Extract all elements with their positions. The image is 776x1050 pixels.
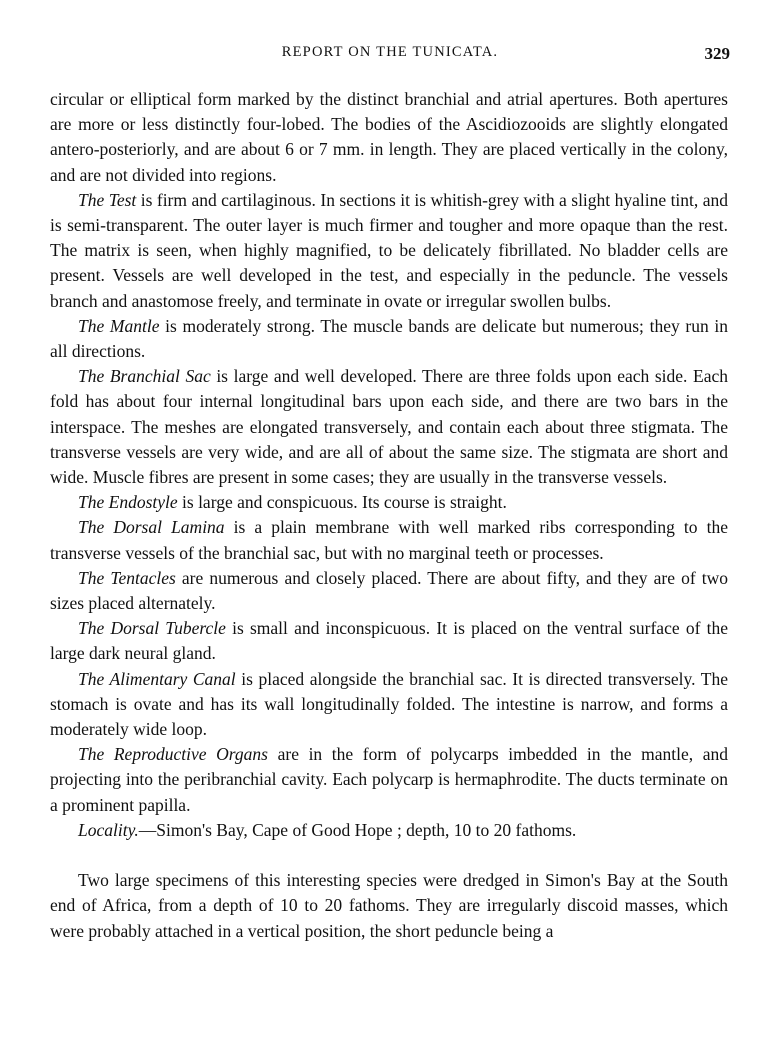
paragraph-text: are in the form of polycarps imbedded in the mantle, and projecting into the peribranchial cavity. Each polycarp is hermaphrodite. The ducts terminate on a prominent papilla.: [50, 744, 728, 815]
paragraph-text: is small and inconspicuous. It is placed on the ventral surface of the large dark neural gland.: [50, 618, 728, 664]
paragraph-lead: The Dorsal Lamina: [78, 517, 225, 538]
body-text: [50, 87, 728, 944]
paragraph-text: Two large specimens of this interesting species were dredged in Simon's Bay at the South end of Africa, from a depth of 10 to 20 fathoms. They are irregularly discoid masses, which were probably attached in a vertical position, the short peduncle being a: [50, 870, 728, 941]
paragraph-branchial-sac: [50, 364, 728, 490]
paragraph-lead: The Endostyle: [78, 492, 178, 513]
paragraph-locality: [50, 818, 728, 843]
running-title: REPORT ON THE TUNICATA.: [281, 44, 499, 60]
page-number: 329: [704, 44, 730, 63]
page-header: [50, 44, 730, 68]
paragraph-text: is firm and cartilaginous. In sections it is whitish-grey with a slight hyaline tint, and is semi-transparent. The outer layer is much firmer and tougher and more opaque than the rest. The matrix is seen, when highly magnified, to be delicately fibrillated. No bladder cells are present. Vessels are well developed in the test, and especially in the peduncle. The vessels branch and anastomose freely, and terminate in ovate or irregular swollen bulbs.: [50, 189, 728, 311]
paragraph-lead: Locality.: [78, 819, 139, 840]
paragraph-lead: The Tentacles: [78, 567, 176, 588]
paragraph-text: is placed alongside the branchial sac. It is directed transversely. The stomach is ovate and has its wall longitudinally folded. The intestine is narrow, and forms a moderately wide loop.: [50, 668, 728, 740]
paragraph-endostyle: [50, 490, 728, 515]
paragraph-continuation: [50, 87, 728, 188]
paragraph-alimentary-canal: [50, 667, 728, 743]
paragraph-lead: The Test: [78, 189, 137, 210]
paragraph-text: is large and conspicuous. Its course is straight.: [177, 492, 507, 513]
paragraph-text: is large and well developed. There are three folds upon each side. Each fold has about four internal longitudinal bars upon each side, and there are two bars in the interspace. The meshes are elongated transversely, and contain each about three stigmata. The transverse vessels are very wide, and are all of about the same size. The stigmata are short and wide. Muscle fibres are present in some cases; they are usually in the transverse vessels.: [50, 366, 728, 488]
paragraph-dorsal-lamina: [50, 515, 728, 565]
paragraph-text: are numerous and closely placed. There are about fifty, and they are of two sizes placed alternately.: [50, 567, 729, 614]
paragraph-text: is a plain membrane with well marked ribs corresponding to the transverse vessels of the branchial sac, but with no marginal teeth or processes.: [50, 517, 729, 563]
paragraph-reproductive-organs: [50, 742, 728, 818]
paragraph-mantle: [50, 314, 728, 364]
paragraph-text: —Simon's Bay, Cape of Good Hope ; depth, 10 to 20 fathoms.: [138, 819, 577, 840]
paragraph-specimens: [50, 868, 728, 944]
paragraph-dorsal-tubercle: [50, 616, 728, 666]
paragraph-lead: The Reproductive Organs: [78, 744, 268, 765]
paragraph-lead: The Alimentary Canal: [78, 668, 236, 689]
paragraph-lead: The Dorsal Tubercle: [78, 618, 226, 639]
paragraph-text: circular or elliptical form marked by the distinct branchial and atrial apertures. Both apertures are more or less distinctly four-lobed. The bodies of the Ascidiozooids are slightly elongated antero-posteriorly, and are about 6 or 7 mm. in length. They are placed vertically in the colony, and are not divided into regions.: [50, 89, 728, 185]
paragraph-lead: The Mantle: [78, 315, 160, 336]
paragraph-tentacles: [50, 566, 728, 616]
paragraph-test: [50, 188, 728, 314]
paragraph-lead: The Branchial Sac: [78, 366, 211, 387]
paragraph-text: is moderately strong. The muscle bands are delicate but numerous; they run in all directions.: [50, 315, 728, 362]
